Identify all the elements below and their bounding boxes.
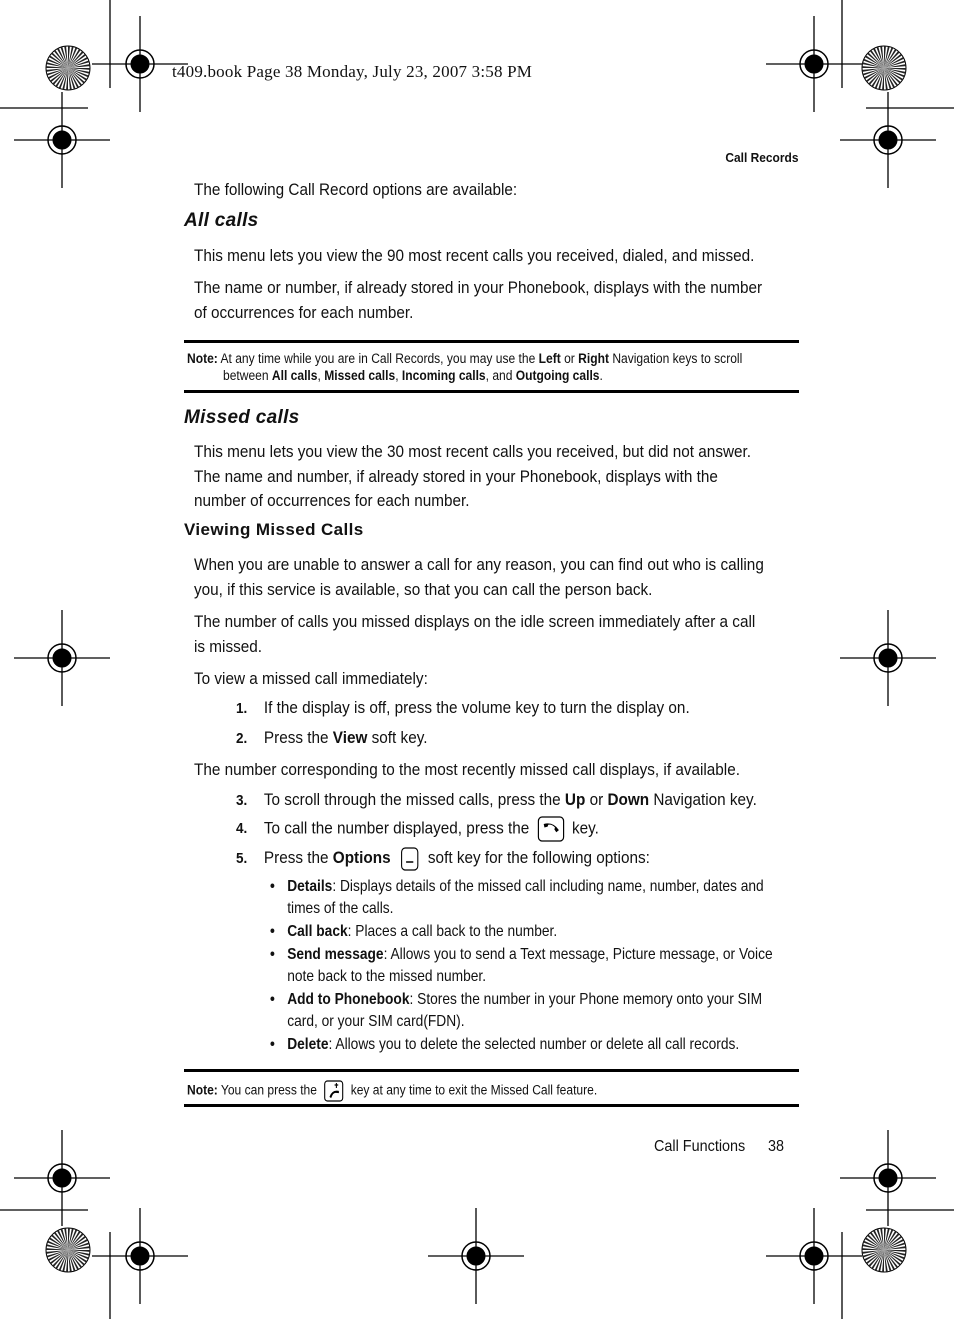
option-description-cont: note back to the missed number. xyxy=(287,968,487,985)
step-5: 5. Press the Options soft key for the following options: xyxy=(236,846,650,871)
option-description: : Allows you to send a Text message, Picture message, or Voice xyxy=(383,946,773,963)
intro-text: The following Call Record options are available: xyxy=(194,180,518,199)
all-calls-paragraph: This menu lets you view the 90 most recent calls you received, dialed, and missed. xyxy=(194,246,755,265)
soft-key-icon xyxy=(398,847,420,871)
subsection-heading-viewing: Viewing Missed Calls xyxy=(184,520,364,539)
option-item xyxy=(270,989,777,1033)
viewing-paragraph-2: The number of calls you missed displays on the idle screen immediately after a call is missed. xyxy=(194,612,756,656)
option-item xyxy=(270,944,777,988)
option-description-cont: card, or your SIM card(FDN). xyxy=(287,1013,465,1030)
print-header: t409.book Page 38 Monday, July 23, 2007 3:58 PM xyxy=(172,62,533,81)
bullet: • xyxy=(270,946,275,963)
option-description: : Stores the number in your Phone memory onto your SIM xyxy=(409,991,763,1008)
note-rule-bottom xyxy=(184,390,799,393)
option-term: Call back xyxy=(287,923,348,940)
option-item xyxy=(270,921,777,943)
bullet: • xyxy=(270,878,275,895)
footer-page-number: 38 xyxy=(768,1138,785,1155)
option-item xyxy=(270,876,777,920)
step-4: 4. To call the number displayed, press the key. xyxy=(236,816,599,842)
all-calls-paragraph-2: The name or number, if already stored in your Phonebook, displays with the number of occurrences for each number. xyxy=(194,278,763,322)
missed-calls-paragraph: This menu lets you view the 30 most recent calls you received, but did not answer. The name and number, if already stored in your Phonebook, displays with the number of occurrences for each number. xyxy=(194,442,752,510)
viewing-paragraph-1: When you are unable to answer a call for any reason, you can find out who is calling you, if this service is available, so that you can call the person back. xyxy=(194,555,764,599)
running-head: Call Records xyxy=(724,150,798,165)
viewing-paragraph-4: The number corresponding to the most recently missed call displays, if available. xyxy=(194,760,740,779)
option-term: Delete xyxy=(287,1036,329,1053)
option-description-cont: times of the calls. xyxy=(287,900,394,917)
note-1: Note: At any time while you are in Call Records, you may use the Left or Right Navigation keys to scroll between All calls, Missed calls, Incoming calls, and Outgoing calls. xyxy=(187,351,743,383)
section-heading-all-calls: All calls xyxy=(184,210,259,231)
bullet: • xyxy=(270,923,275,940)
note2-rule-bottom xyxy=(184,1104,799,1107)
note-rule-top xyxy=(184,340,799,343)
note2-rule-top xyxy=(184,1069,799,1072)
send-key-icon xyxy=(537,816,564,842)
step-1: 1. If the display is off, press the volume key to turn the display on. xyxy=(236,698,690,717)
bullet: • xyxy=(270,1036,275,1053)
bullet: • xyxy=(270,991,275,1008)
color-target-icon xyxy=(46,46,90,90)
option-term: Details xyxy=(287,878,333,895)
viewing-paragraph-3: To view a missed call immediately: xyxy=(194,669,428,688)
color-target-icon xyxy=(862,46,906,90)
option-description: : Places a call back to the number. xyxy=(347,923,558,940)
option-term: Send message xyxy=(287,946,384,963)
color-target-icon xyxy=(862,1228,906,1272)
note-2: Note: You can press the key at any time to exit the Missed Call feature. xyxy=(187,1080,799,1102)
color-target-icon xyxy=(46,1228,90,1272)
option-item xyxy=(270,1034,777,1056)
option-term: Add to Phonebook xyxy=(287,991,410,1008)
step-3: 3. To scroll through the missed calls, press the Up or Down Navigation key. xyxy=(236,790,757,809)
section-heading-missed-calls: Missed calls xyxy=(184,407,300,428)
option-description: : Displays details of the missed call including name, number, dates and xyxy=(332,878,764,895)
step-2: 2. Press the View soft key. xyxy=(236,728,428,747)
footer-section: Call Functions xyxy=(654,1138,746,1155)
end-key-icon xyxy=(324,1080,344,1102)
option-description: : Allows you to delete the selected number or delete all call records. xyxy=(328,1036,740,1053)
